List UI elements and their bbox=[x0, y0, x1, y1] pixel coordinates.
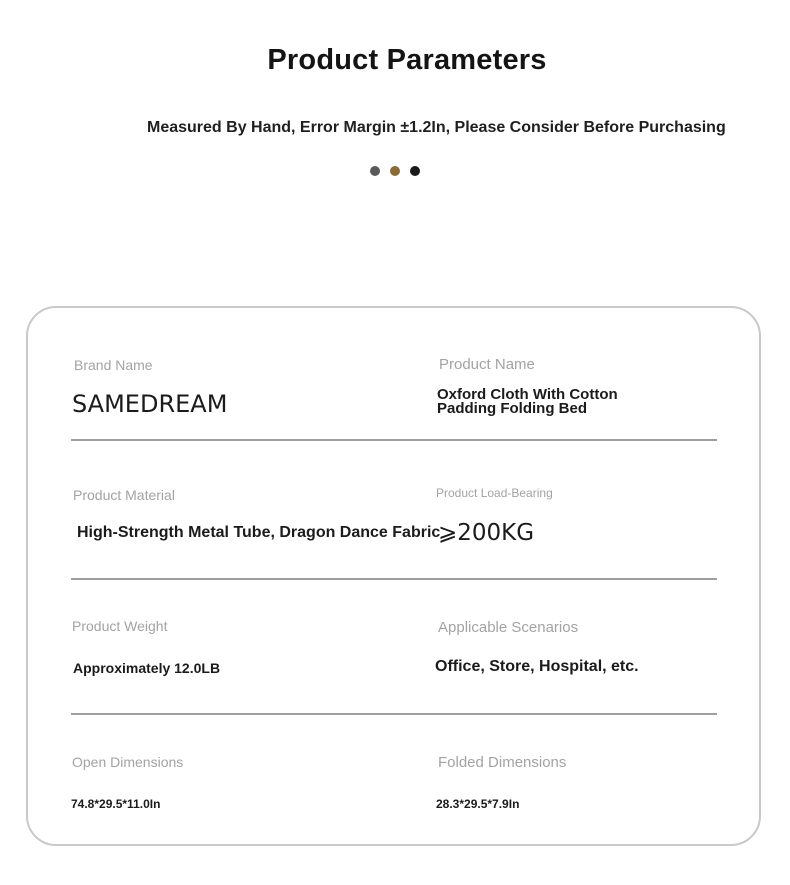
dot-indicator bbox=[370, 166, 420, 176]
applicable-scenarios-label: Applicable Scenarios bbox=[438, 619, 579, 636]
product-material-value: High-Strength Metal Tube, Dragon Dance Fabric bbox=[77, 524, 441, 541]
brand-name-label: Brand Name bbox=[74, 357, 153, 373]
row-divider bbox=[71, 578, 717, 580]
open-dimensions-label: Open Dimensions bbox=[72, 754, 184, 770]
dot-bronze bbox=[390, 166, 400, 176]
dot-black bbox=[410, 166, 420, 176]
product-name-value-line2: Padding Folding Bed bbox=[437, 400, 587, 417]
open-dimensions-value: 74.8*29.5*11.0In bbox=[71, 797, 161, 811]
dot-gray bbox=[370, 166, 380, 176]
brand-name-value: SAMEDREAM bbox=[72, 390, 228, 418]
row-divider bbox=[71, 713, 717, 715]
folded-dimensions-value: 28.3*29.5*7.9In bbox=[436, 797, 520, 811]
product-name-value-line1: Oxford Cloth With Cotton bbox=[437, 386, 618, 403]
product-name-label: Product Name bbox=[439, 356, 535, 373]
applicable-scenarios-value: Office, Store, Hospital, etc. bbox=[435, 658, 639, 675]
product-weight-value: Approximately 12.0LB bbox=[73, 660, 221, 676]
product-weight-label: Product Weight bbox=[72, 618, 168, 634]
page-subtitle: Measured By Hand, Error Margin ±1.2In, Please Consider Before Purchasing bbox=[147, 119, 726, 136]
product-load-bearing-value: ⩾200KG bbox=[438, 520, 535, 546]
page-title: Product Parameters bbox=[267, 44, 547, 76]
folded-dimensions-label: Folded Dimensions bbox=[438, 754, 567, 771]
product-material-label: Product Material bbox=[73, 487, 175, 503]
product-load-bearing-label: Product Load-Bearing bbox=[436, 486, 553, 500]
row-divider bbox=[71, 439, 717, 441]
